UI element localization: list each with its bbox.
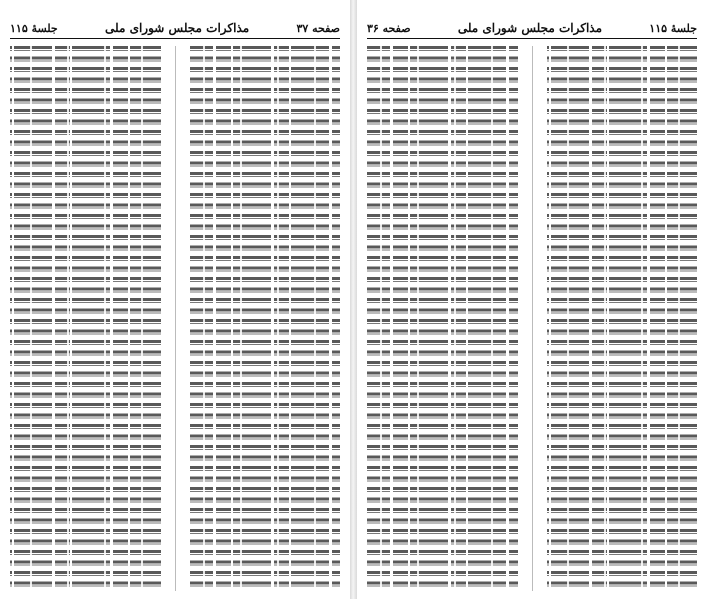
left-page-number: صفحه ۳۷ <box>296 21 340 35</box>
right-page-column-left <box>367 46 518 591</box>
column-divider <box>175 46 176 591</box>
book-gutter <box>350 0 357 599</box>
left-page-column-right <box>190 46 341 591</box>
right-session-label: جلسهٔ ۱۱۵ <box>649 21 697 35</box>
right-page-body <box>367 46 697 591</box>
left-page-header <box>10 18 340 39</box>
left-session-label: جلسهٔ ۱۱۵ <box>10 21 58 35</box>
right-page-header <box>367 18 697 39</box>
right-page <box>357 0 707 599</box>
right-running-title: مذاکرات مجلس شورای ملی <box>457 21 603 35</box>
left-page <box>0 0 350 599</box>
left-page-body <box>10 46 340 591</box>
left-running-title: مذاکرات مجلس شورای ملی <box>104 21 250 35</box>
right-page-column-right <box>547 46 698 591</box>
right-page-number: صفحه ۳۶ <box>367 21 411 35</box>
column-divider <box>532 46 533 591</box>
left-page-column-left <box>10 46 161 591</box>
